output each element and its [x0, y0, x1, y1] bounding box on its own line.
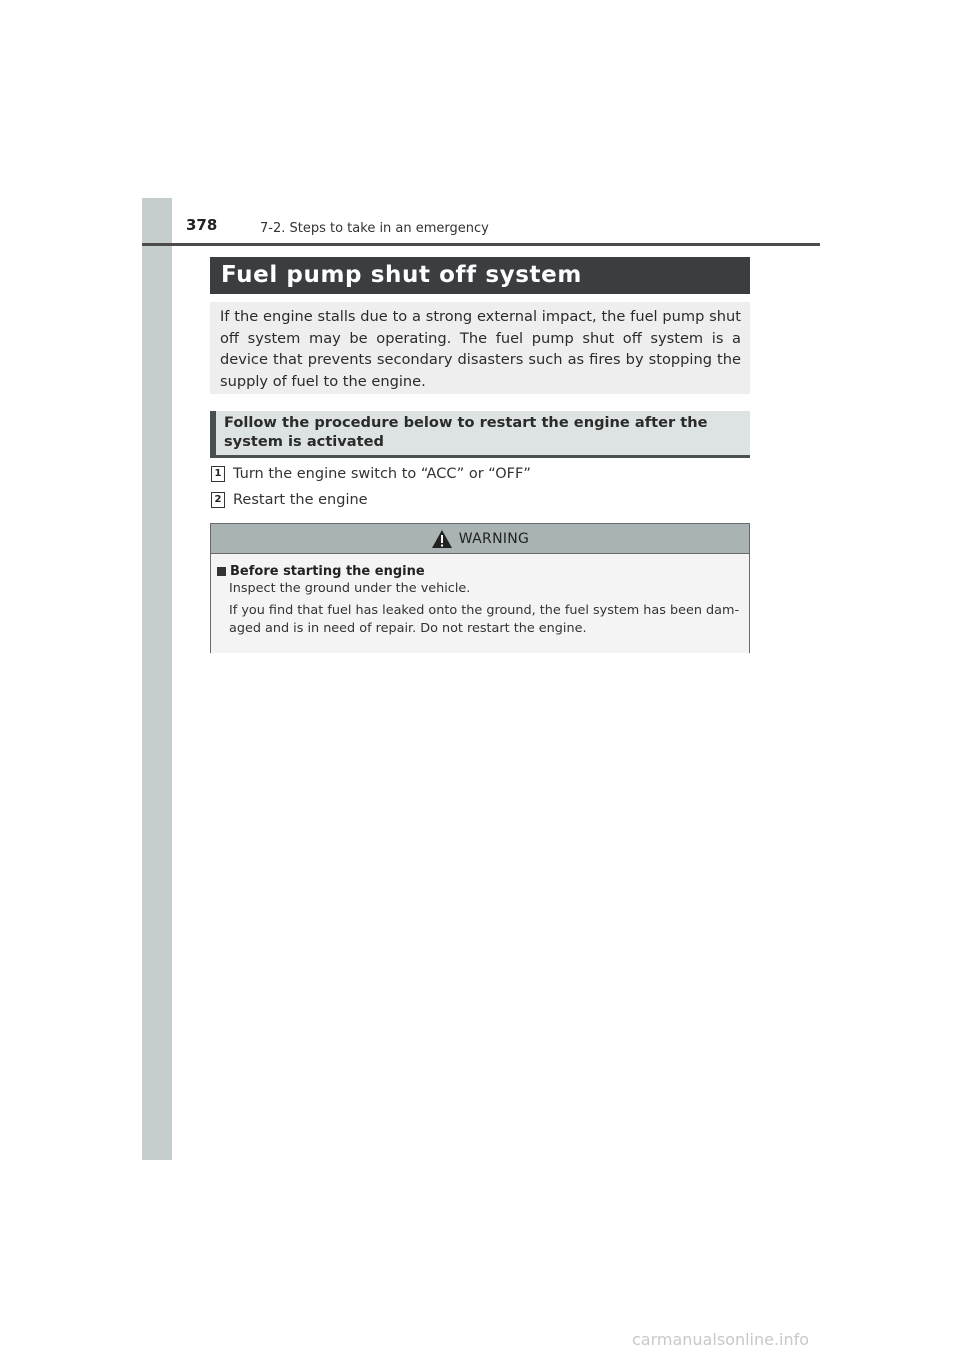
- step-2: [211, 490, 368, 510]
- intro-box: [210, 302, 750, 394]
- warning-triangle-icon: [431, 529, 453, 549]
- step-1: [211, 464, 531, 484]
- step-text-1: Turn the engine switch to “ACC” or “OFF”: [233, 466, 531, 482]
- warning-paragraph-1: Inspect the ground under the vehicle.: [229, 581, 471, 596]
- watermark: carmanualsonline.info: [632, 1330, 810, 1349]
- warning-header: [211, 524, 749, 554]
- step-number-2: 2: [211, 492, 225, 508]
- procedure-heading-text: Follow the procedure below to restart the engine after the system is activated: [224, 414, 708, 450]
- intro-text: If the engine stalls due to a strong external impact, the fuel pump shut off system may be operating. The fuel pump shut off system is a device that prevents secondary disasters such as fires by stopping the supply of fuel to the engine.: [220, 308, 741, 390]
- warning-subheading: [217, 563, 743, 580]
- warning-label: WARNING: [458, 530, 530, 547]
- section-title: 7-2. Steps to take in an emergency: [260, 221, 489, 236]
- square-bullet-icon: [217, 567, 226, 576]
- warning-subheading-text: Before starting the engine: [230, 564, 425, 579]
- warning-box: [210, 523, 750, 653]
- step-number-1: 1: [211, 466, 225, 482]
- warning-body: [211, 554, 749, 653]
- side-tab: [142, 198, 172, 1160]
- page-title: Fuel pump shut off system: [210, 257, 750, 294]
- step-text-2: Restart the engine: [233, 492, 368, 508]
- header-rule: [142, 243, 820, 246]
- warning-paragraph-2: If you find that fuel has leaked onto the ground, the fuel system has been dam- aged and is in need of repair. Do not restart the engine.: [229, 603, 740, 636]
- procedure-heading: [210, 411, 750, 458]
- page-number: 378: [186, 216, 218, 234]
